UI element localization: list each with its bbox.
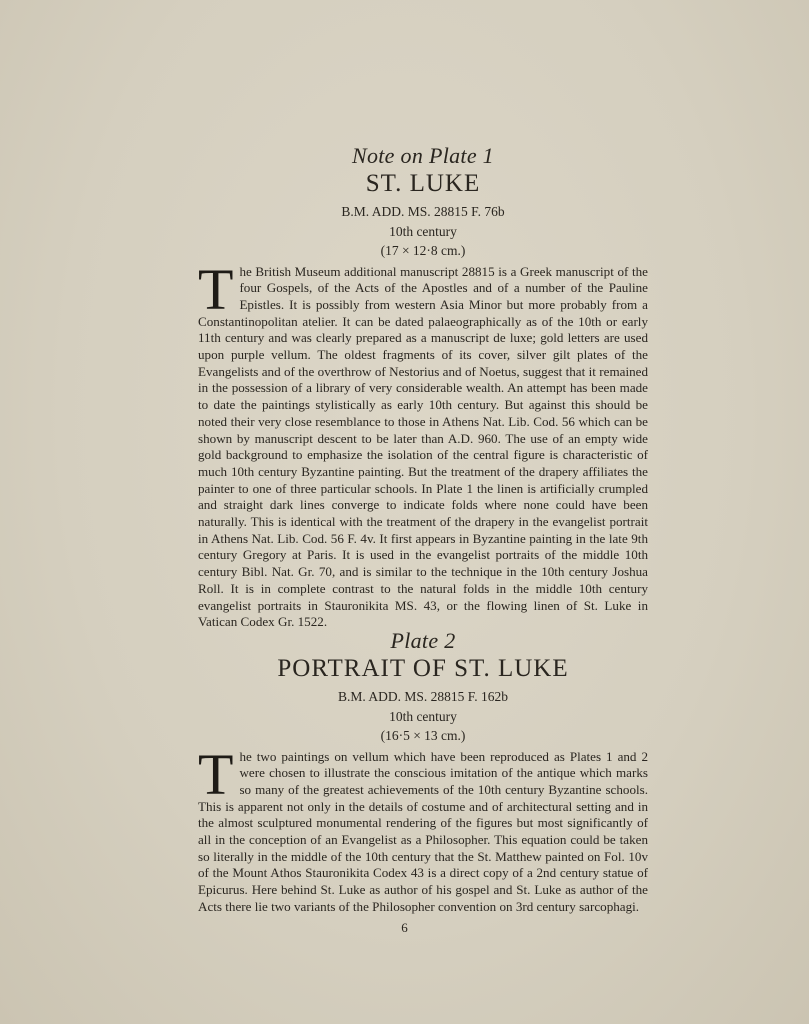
plate-1-body [198, 256, 648, 631]
plate-1-body-text: he British Museum additional manuscript 28815 is a Greek manuscript of the four Gospels, of the Acts of the Apostles and of a number of the Pauline Epistles. It is possibly from western Asia Minor but more probably from a Constantinopolitan atelier. It can be dated palaeographically as of the 10th or early 11th century and was clearly prepared as a manuscript de luxe; gold letters are used upon purple vellum. The oldest fragments of its cover, silver gilt plates of the Evangelists and of the overthrow of Nestorius and of Noetus, suggest that it remained in the possession of a library of very considerable wealth. An attempt has been made to date the paintings stylistically as early 10th century. But against this should be noted their very close resemblance to those in Athens Nat. Lib. Cod. 56 which can be shown by manuscript descent to be later than A.D. 960. The use of an empty wide gold background to emphasize the isolation of the central figure is characteristic of much 10th century Byzantine painting. But the treatment of the drapery affiliates the painter to one of three particular schools. In Plate 1 the linen is artificially crumpled and straight dark lines converge to indicate folds where none could have been naturally. This is identical with the treatment of the drapery in the evangelist portrait in Athens Nat. Lib. Cod. 56 F. 4v. It first appears in Byzantine painting in the late 9th century Gregory at Paris. It is used in the evangelist portraits of the middle 10th century Bibl. Nat. Gr. 70, and is similar to the technique in the 10th century Joshua Roll. It is in complete contrast to the natural folds in the middle 10th century evangelist portraits in Stauronikita MS. 43, or the flowing linen of St. Luke in Vatican Codex Gr. 1522. [198, 263, 648, 630]
plate-2-dropcap: T [198, 741, 234, 807]
plate-2-section [198, 628, 648, 916]
plate-1-dropcap: T [198, 256, 234, 322]
plate-1-manuscript-ref: B.M. ADD. MS. 28815 F. 76b [341, 204, 505, 219]
plate-1-section [198, 143, 648, 631]
plate-2-heading: Plate 2 [390, 628, 456, 653]
plate-2-century: 10th century [389, 708, 457, 724]
plate-2-title: PORTRAIT OF ST. LUKE [277, 655, 569, 682]
plate-1-dimensions: (17 × 12·8 cm.) [380, 243, 466, 258]
plate-2-body [198, 741, 648, 916]
plate-1-title: ST. LUKE [365, 170, 481, 197]
plate-1-heading: Note on Plate 1 [352, 143, 494, 168]
plate-1-century: 10th century [389, 223, 457, 239]
plate-2-manuscript-ref: B.M. ADD. MS. 28815 F. 162b [338, 689, 508, 704]
page-number: 6 [401, 920, 408, 935]
plate-2-body-text: he two paintings on vellum which have been reproduced as Plates 1 and 2 were chosen to illustrate the conscious imitation of the antique which marks so many of the greatest achievements of the 10th century Byzantine schools. This is apparent not only in the details of costume and of architectural setting and in the almost sculptured monumental rendering of the figures but most significantly of all in the conception of an Evangelist as a Philosopher. This equation could be taken so literally in the middle of the 10th century that the St. Matthew painted on Fol. 10v of the Mount Athos Stauronikita Codex 43 is a direct copy of a 2nd century statue of Epicurus. Here behind St. Luke as author of his gospel and St. Luke as author of the Acts there lie two variants of the Philosopher convention on 3rd century sarcophagi. [198, 748, 648, 914]
plate-2-dimensions: (16·5 × 13 cm.) [380, 728, 466, 743]
